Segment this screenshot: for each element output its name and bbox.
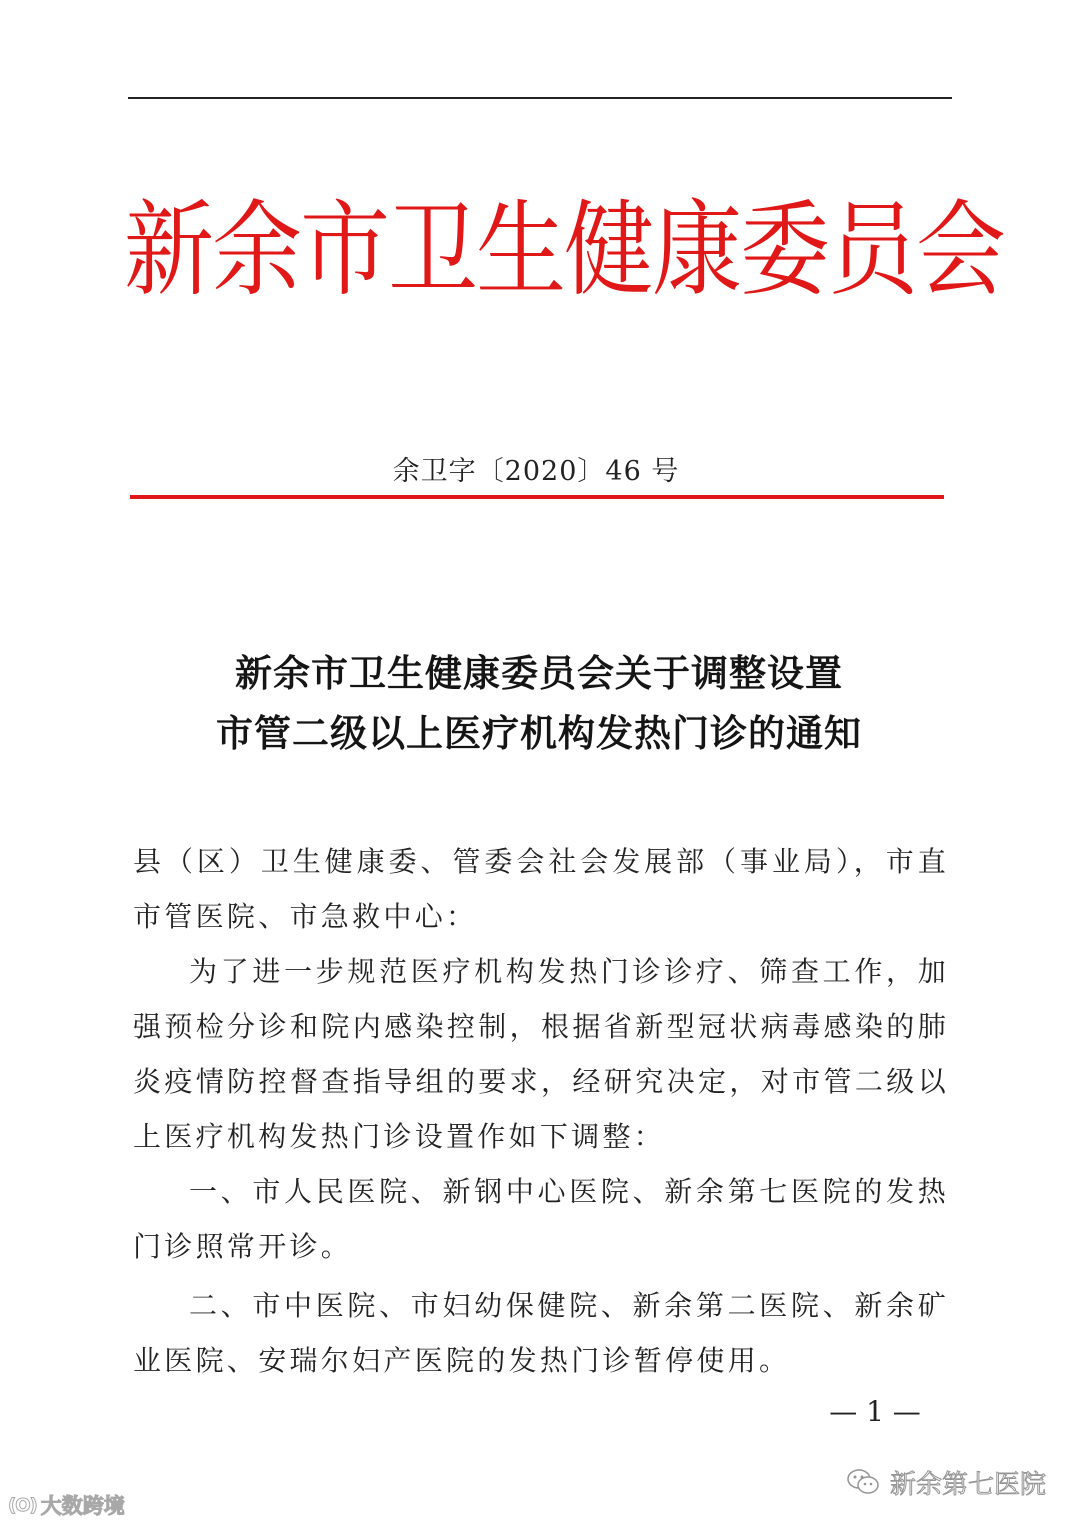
addressee: 县（区）卫生健康委、管委会社会发展部（事业局），市直市管医院、市急救中心：	[133, 845, 949, 933]
watermark-right-text: 新余第七医院	[889, 1469, 1046, 1500]
watermark-left	[8, 1490, 125, 1520]
item-one: 一、市人民医院、新钢中心医院、新余第七医院的发热门诊照常开诊。	[133, 1175, 949, 1263]
title-line-2: 市管二级以上医疗机构发热门诊的通知	[216, 712, 862, 755]
top-divider	[128, 97, 952, 99]
watermark-right	[846, 1462, 1046, 1502]
watermark-left-text: 大数跨境	[40, 1494, 125, 1518]
red-divider	[130, 495, 944, 499]
document-body	[133, 834, 949, 1388]
item-two: 二、市中医院、市妇幼保健院、新余第二医院、新余矿业医院、安瑞尔妇产医院的发热门诊暂停使用。	[133, 1289, 949, 1377]
title-line-1: 新余市卫生健康委员会关于调整设置	[235, 652, 843, 695]
issuing-organization-header: 新余市卫生健康委员会	[124, 189, 1004, 311]
watermark-logo-icon: (O)	[8, 1494, 37, 1516]
page-number: — 1 —	[829, 1395, 921, 1428]
paragraph-intro: 为了进一步规范医疗机构发热门诊诊疗、筛查工作，加强预检分诊和院内感染控制，根据省新型冠状病毒感染的肺炎疫情防控督查指导组的要求，经研究决定，对市管二级以上医疗机构发热门诊设置作如下调整：	[133, 955, 949, 1153]
document-title	[130, 644, 948, 764]
wechat-icon	[846, 1467, 880, 1497]
document-number: 余卫字〔2020〕46 号	[392, 456, 680, 487]
